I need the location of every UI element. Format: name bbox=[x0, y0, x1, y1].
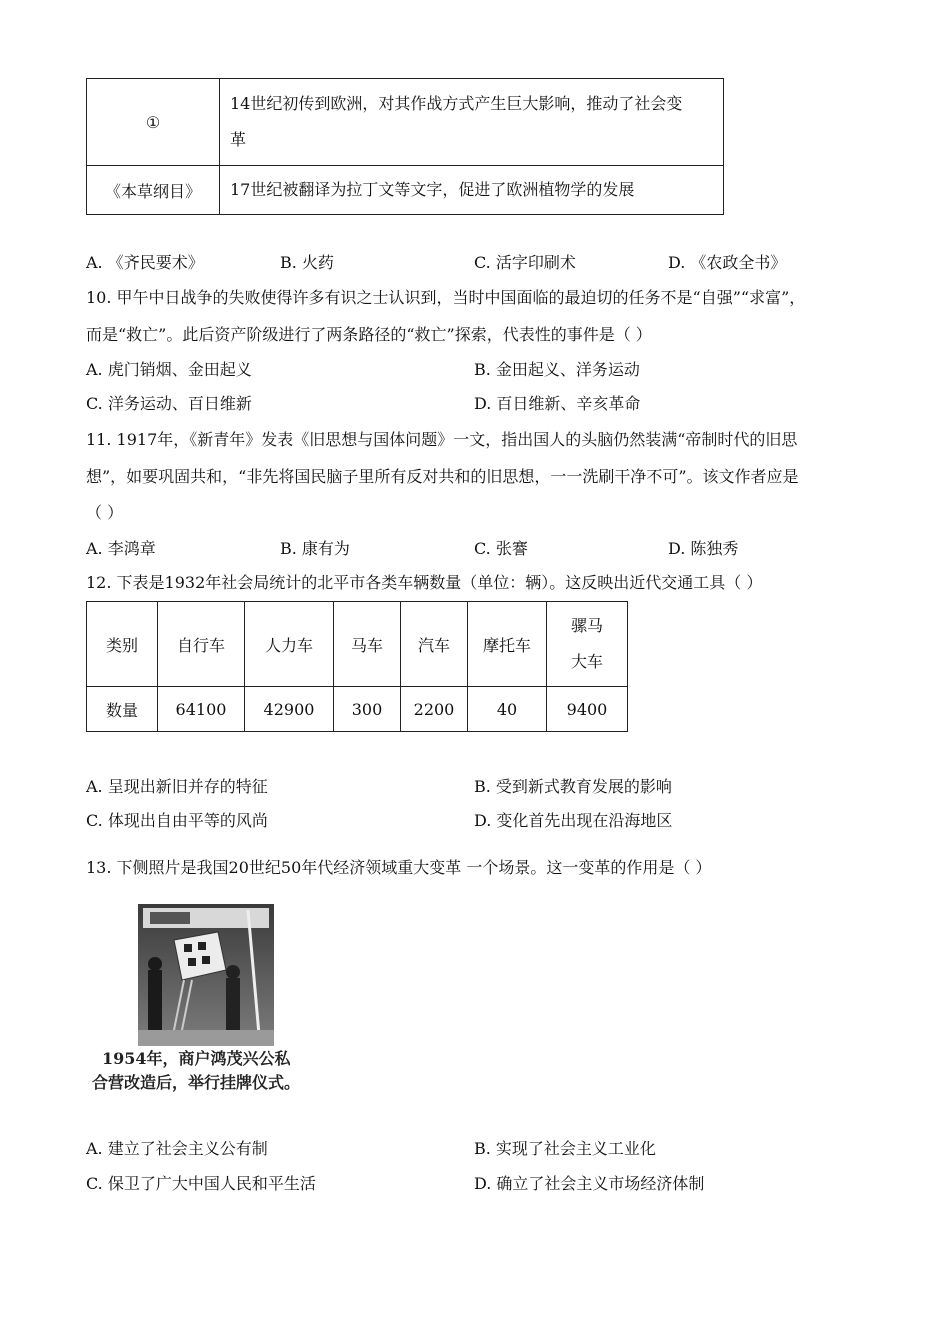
table-row bbox=[87, 687, 628, 732]
q13-option-c[interactable]: C. 保卫了广大中国人民和平生活 bbox=[86, 1174, 316, 1193]
historical-photo bbox=[88, 900, 320, 1096]
q10-option-d[interactable]: D. 百日维新、辛亥革命 bbox=[474, 394, 641, 413]
q9-option-d[interactable]: D. 《农政全书》 bbox=[668, 253, 787, 272]
table-header-cell: 人力车 bbox=[245, 602, 334, 687]
cell-text-line: 14世纪初传到欧洲，对其作战方式产生巨大影响，推动了社会变 bbox=[230, 94, 683, 113]
q12-option-a[interactable]: A. 呈现出新旧并存的特征 bbox=[86, 777, 268, 796]
q11-stem-line: 11. 1917年，《新青年》发表《旧思想与国体问题》一文，指出国人的头脑仍然装满“帝制时代的旧思 bbox=[86, 430, 798, 449]
table-row bbox=[87, 166, 724, 215]
table-cell-key: ① bbox=[87, 79, 220, 166]
q12-option-b[interactable]: B. 受到新式教育发展的影响 bbox=[474, 777, 672, 796]
q11-option-c[interactable]: C. 张謇 bbox=[474, 539, 528, 558]
table-header-cell: 骡马大车 bbox=[547, 602, 628, 687]
q9-option-c[interactable]: C. 活字印刷术 bbox=[474, 253, 576, 272]
q11-option-b[interactable]: B. 康有为 bbox=[280, 539, 350, 558]
table-header-cell: 马车 bbox=[334, 602, 401, 687]
table-header-cell: 类别 bbox=[87, 602, 158, 687]
table-cell: 2200 bbox=[401, 687, 468, 732]
table-cell: 42900 bbox=[245, 687, 334, 732]
q11-stem-line: （ ） bbox=[86, 503, 124, 522]
q13-option-b[interactable]: B. 实现了社会主义工业化 bbox=[474, 1139, 656, 1158]
table-row bbox=[87, 79, 724, 166]
q13-stem: 13. 下侧照片是我国20世纪50年代经济领域重大变革 一个场景。这一变革的作用是（ ） bbox=[86, 858, 712, 877]
q12-stem: 12. 下表是1932年社会局统计的北平市各类车辆数量（单位：辆）。这反映出近代交通工具（ ） bbox=[86, 573, 763, 592]
q10-stem-line: 10. 甲午中日战争的失败使得许多有识之士认识到，当时中国面临的最迫切的任务不是“自强”“求富”， bbox=[86, 288, 806, 307]
vehicle-table bbox=[86, 601, 628, 732]
q10-option-a[interactable]: A. 虎门销烟、金田起义 bbox=[86, 360, 252, 379]
photo-image bbox=[88, 900, 320, 1096]
q10-option-b[interactable]: B. 金田起义、洋务运动 bbox=[474, 360, 640, 379]
table-header-cell: 汽车 bbox=[401, 602, 468, 687]
q11-stem-line: 想”，如要巩固共和，“非先将国民脑子里所有反对共和的旧思想，一一洗刷干净不可”。该文作者应是 bbox=[86, 467, 799, 486]
q10-stem-line: 而是“救亡”。此后资产阶级进行了两条路径的“救亡”探索，代表性的事件是（ ） bbox=[86, 325, 652, 344]
cell-text-line: 革 bbox=[230, 130, 247, 149]
table-cell: 数量 bbox=[87, 687, 158, 732]
table-header-row bbox=[87, 602, 628, 687]
q13-option-d[interactable]: D. 确立了社会主义市场经济体制 bbox=[474, 1174, 705, 1193]
q12-option-c[interactable]: C. 体现出自由平等的风尚 bbox=[86, 811, 268, 830]
q13-option-a[interactable]: A. 建立了社会主义公有制 bbox=[86, 1139, 268, 1158]
q12-option-d[interactable]: D. 变化首先出现在沿海地区 bbox=[474, 811, 673, 830]
q11-option-a[interactable]: A. 李鸿章 bbox=[86, 539, 156, 558]
table-cell: 40 bbox=[468, 687, 547, 732]
table-cell: 9400 bbox=[547, 687, 628, 732]
table-header-cell: 摩托车 bbox=[468, 602, 547, 687]
table-cell: 300 bbox=[334, 687, 401, 732]
table-cell-text: 17世纪被翻译为拉丁文等文字，促进了欧洲植物学的发展 bbox=[220, 166, 724, 215]
q9-option-a[interactable]: A. 《齐民要术》 bbox=[86, 253, 204, 272]
table-cell-text bbox=[220, 79, 724, 166]
invention-table bbox=[86, 78, 724, 215]
photo-caption-line: 1954年，商户鸿茂兴公私 bbox=[102, 1049, 291, 1068]
photo-caption-line: 合营改造后，举行挂牌仪式。 bbox=[92, 1073, 301, 1092]
q11-option-d[interactable]: D. 陈独秀 bbox=[668, 539, 739, 558]
table-cell-key: 《本草纲目》 bbox=[87, 166, 220, 215]
table-header-cell: 自行车 bbox=[158, 602, 245, 687]
q9-option-b[interactable]: B. 火药 bbox=[280, 253, 334, 272]
q10-option-c[interactable]: C. 洋务运动、百日维新 bbox=[86, 394, 252, 413]
table-cell: 64100 bbox=[158, 687, 245, 732]
